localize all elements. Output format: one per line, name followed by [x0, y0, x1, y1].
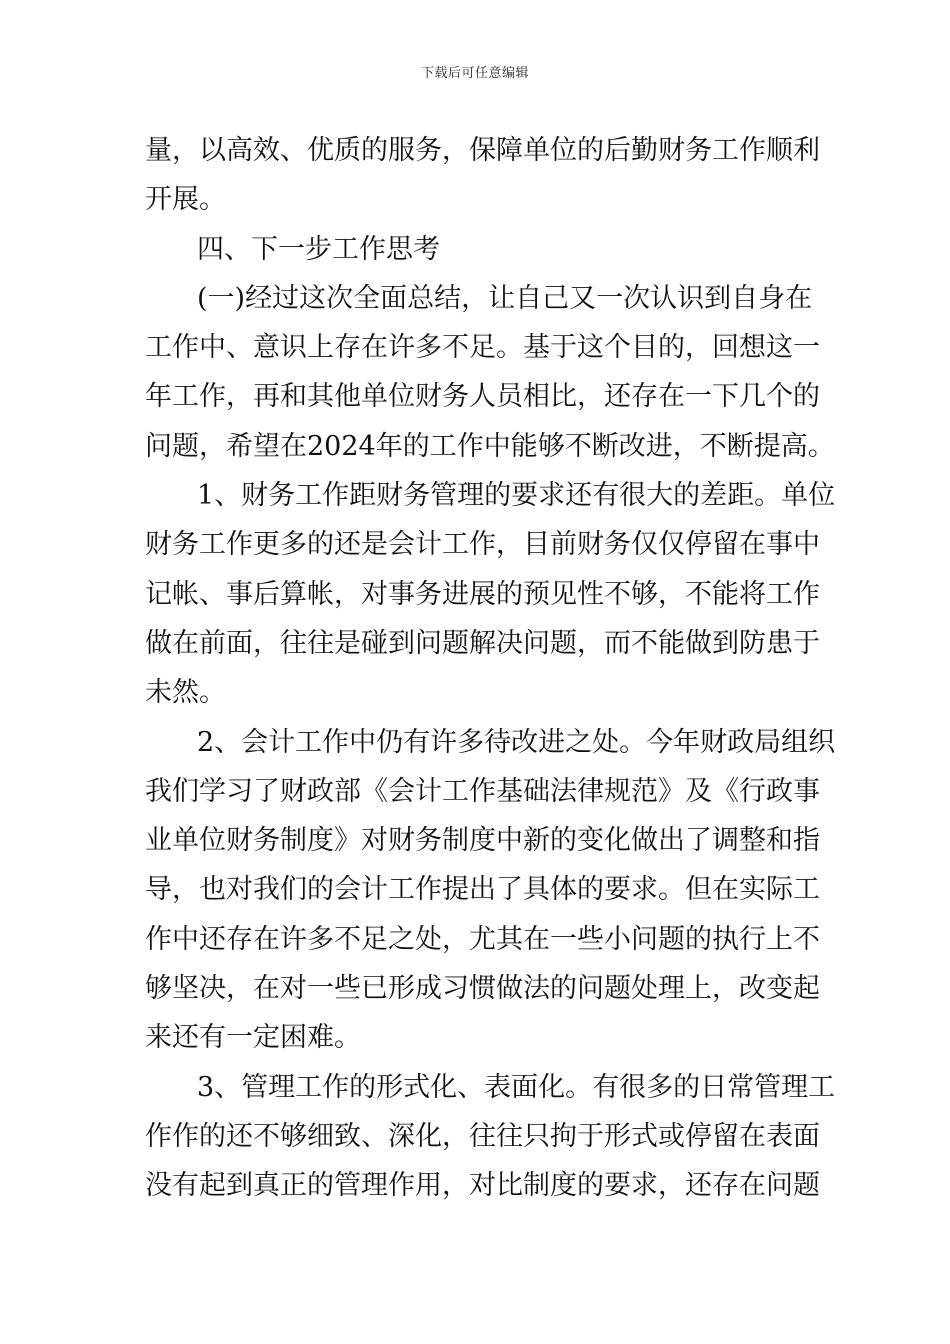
text-line: 未然。 [145, 677, 226, 709]
text-line: 业单位财务制度》对财务制度中新的变化做出了调整和指 [145, 825, 820, 857]
text-line: 开展。 [145, 184, 226, 216]
text-line: 没有起到真正的管理作用，对比制度的要求，还存在问题 [145, 1170, 820, 1202]
text-line: 工作中、意识上存在许多不足。基于这个目的，回想这一 [145, 332, 820, 364]
text-line: 我们学习了财政部《会计工作基础法律规范》及《行政事 [145, 775, 820, 807]
text-line: 导，也对我们的会计工作提出了具体的要求。但在实际工 [145, 874, 820, 906]
document-body [145, 126, 836, 1211]
text-line: 财务工作更多的还是会计工作，目前财务仅仅停留在事中 [145, 529, 820, 561]
text-line: 来还有一定困难。 [145, 1022, 361, 1054]
paragraph-start: 1、财务工作距财务管理的要求还有很大的差距。单位 [197, 480, 836, 512]
text-line: 做在前面，往往是碰到问题解决问题，而不能做到防患于 [145, 627, 820, 659]
text-line: 年工作，再和其他单位财务人员相比，还存在一下几个的 [145, 381, 820, 413]
text-line: 够坚决，在对一些已形成习惯做法的问题处理上，改变起 [145, 973, 820, 1005]
text-line: 记帐、事后算帐，对事务进展的预见性不够，不能将工作 [145, 578, 820, 610]
text-line: 量，以高效、优质的服务，保障单位的后勤财务工作顺利 [145, 135, 820, 166]
text-line: 作中还存在许多不足之处，尤其在一些小问题的执行上不 [145, 923, 820, 955]
subsection-heading: (一)经过这次全面总结，让自己又一次认识到自身在 [197, 282, 813, 314]
paragraph-start: 3、管理工作的形式化、表面化。有很多的日常管理工 [197, 1071, 836, 1103]
paragraph-start: 2、会计工作中仍有许多待改进之处。今年财政局组织 [197, 726, 836, 758]
text-line: 作作的还不够细致、深化，往往只拘于形式或停留在表面 [145, 1120, 820, 1152]
text-line: 问题，希望在2024年的工作中能够不断改进，不断提高。 [145, 430, 835, 462]
page-header: 下载后可任意编辑 [420, 66, 529, 81]
section-heading: 四、下一步工作思考 [197, 233, 440, 265]
